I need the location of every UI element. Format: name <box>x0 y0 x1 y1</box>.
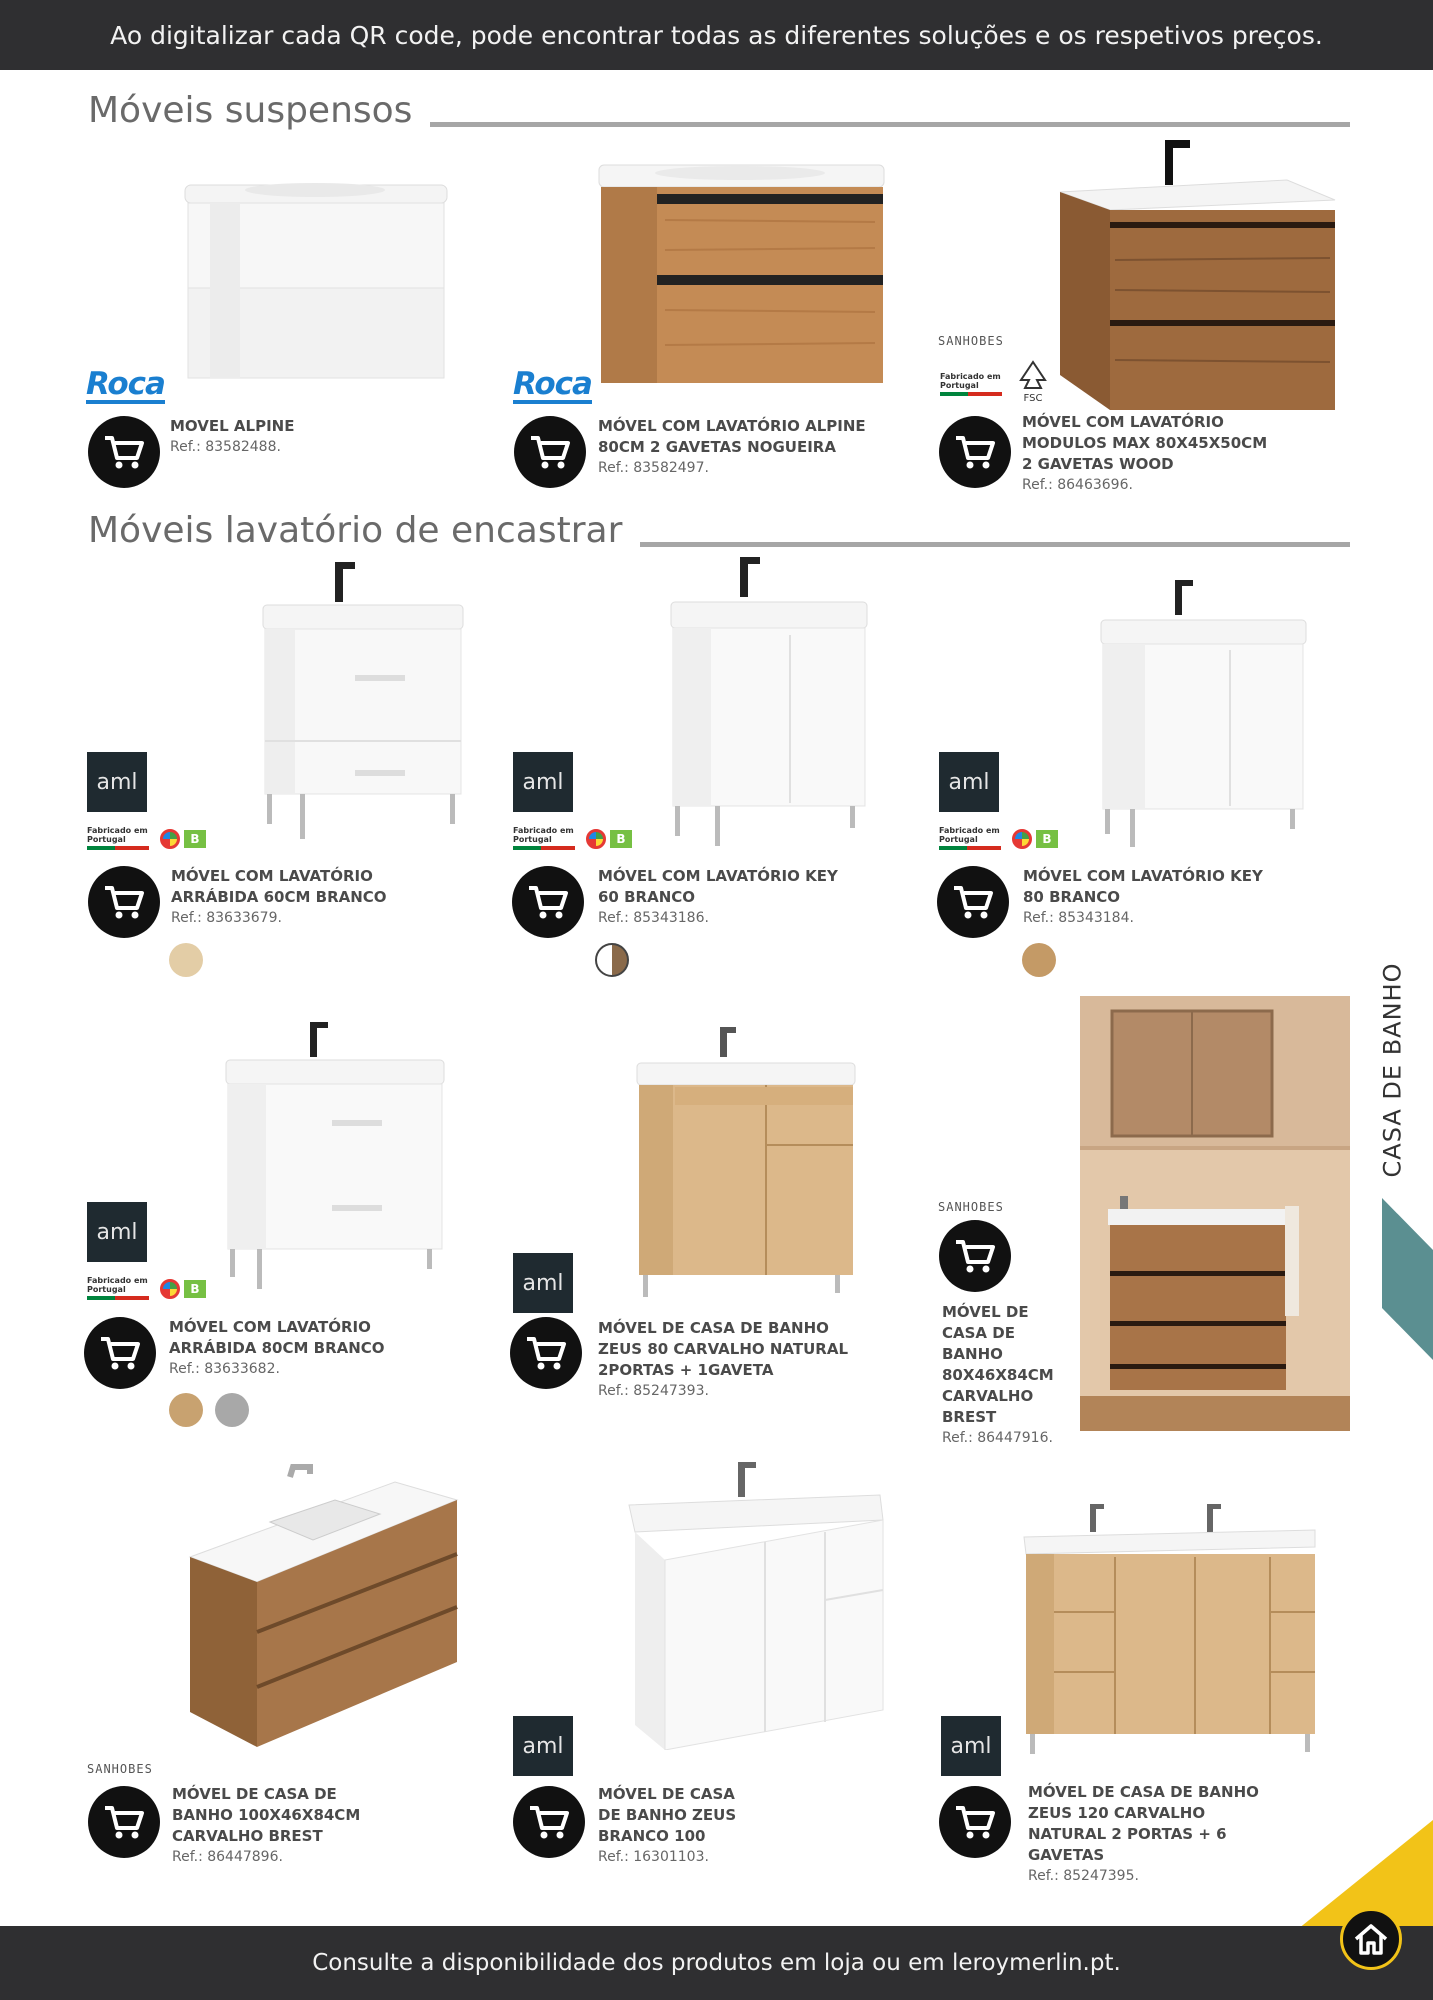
made-in-portugal-badge <box>87 826 155 850</box>
product-info <box>169 1317 459 1380</box>
cart-button[interactable] <box>939 1786 1011 1858</box>
section-title-encastrar: Móveis lavatório de encastrar <box>88 510 623 551</box>
aml-logo: aml <box>513 1253 573 1313</box>
header-bar <box>0 0 1433 70</box>
product-image-arrabida-80 <box>222 1020 447 1300</box>
sanh-logo: SANHOBES <box>938 334 1004 348</box>
cart-icon <box>103 1804 145 1840</box>
made-in-portugal-label: Fabricado em Portugal <box>87 1276 148 1294</box>
cart-icon <box>103 884 145 920</box>
made-in-portugal-label: Fabricado em Portugal <box>939 826 1000 844</box>
product-name: MÓVEL COM LAVATÓRIO KEY 80 BRANCO <box>1023 867 1263 906</box>
product-info <box>171 866 396 929</box>
product-image-zeus-120 <box>1020 1502 1320 1757</box>
roca-logo: Roca <box>513 366 592 402</box>
sanh-logo: SANHOBES <box>87 1762 153 1776</box>
product-image-brest-100 <box>185 1462 460 1747</box>
product-image-alpine-white <box>180 165 455 400</box>
cart-button[interactable] <box>88 1786 160 1858</box>
made-in-portugal-badge <box>87 1276 155 1300</box>
product-ref: Ref.: 16301103. <box>598 1849 709 1865</box>
header-text: Ao digitalizar cada QR code, pode encontrar todas as diferentes soluções e os respetivos preços. <box>110 20 1323 50</box>
product-ref: Ref.: 83633679. <box>171 910 282 926</box>
category-label: CASA DE BANHO <box>1378 962 1407 1178</box>
product-name: MÓVEL COM LAVATÓRIO MODULOS MAX 80X45X50CM 2 GAVETAS WOOD <box>1022 413 1268 473</box>
color-swatch-oak[interactable] <box>169 1393 203 1427</box>
product-name: MÓVEL DE CASA DE BANHO ZEUS BRANCO 100 <box>598 1785 737 1845</box>
product-name: MÓVEL COM LAVATÓRIO ALPINE 80CM 2 GAVETAS NOGUEIRA <box>598 417 866 456</box>
product-name: MÓVEL COM LAVATÓRIO ARRÁBIDA 60CM BRANCO <box>171 867 387 906</box>
product-info <box>598 1784 748 1868</box>
product-image-brest-80-photo <box>1080 996 1350 1431</box>
cart-icon <box>525 1335 567 1371</box>
energy-class-label: B <box>184 1280 206 1298</box>
made-in-portugal-badge <box>940 372 1010 396</box>
cart-icon <box>527 884 569 920</box>
cart-icon <box>954 1238 996 1274</box>
cart-button[interactable] <box>84 1317 156 1389</box>
product-name: MÓVEL COM LAVATÓRIO KEY 60 BRANCO <box>598 867 838 906</box>
energy-badge <box>160 828 214 850</box>
energy-badge <box>160 1278 214 1300</box>
energy-class-label: B <box>610 830 632 848</box>
aml-logo: aml <box>87 1202 147 1262</box>
product-info <box>170 416 410 458</box>
product-image-zeus-80 <box>635 1025 860 1305</box>
aml-logo: aml <box>513 1716 573 1776</box>
made-in-portugal-label: Fabricado em Portugal <box>513 826 574 844</box>
product-ref: Ref.: 85343186. <box>598 910 709 926</box>
product-image-key-60 <box>665 555 875 855</box>
product-ref: Ref.: 83582488. <box>170 439 281 455</box>
cart-button[interactable] <box>512 866 584 938</box>
product-name: MÓVEL DE CASA DE BANHO ZEUS 80 CARVALHO NATURAL 2PORTAS + 1GAVETA <box>598 1319 849 1379</box>
product-name: MÓVEL DE CASA DE BANHO 80X46X84CM CARVALHO BREST <box>942 1303 1054 1426</box>
fsc-tree-icon <box>1017 360 1049 390</box>
fsc-badge <box>1015 360 1051 404</box>
footer-text: Consulte a disponibilidade dos produtos em loja ou em leroymerlin.pt. <box>312 1950 1121 1976</box>
roca-logo: Roca <box>86 366 165 402</box>
product-info <box>598 416 868 479</box>
cart-button[interactable] <box>88 866 160 938</box>
cart-button[interactable] <box>513 1786 585 1858</box>
color-swatch-grey[interactable] <box>215 1393 249 1427</box>
made-in-portugal-label: Fabricado em Portugal <box>940 372 1001 390</box>
section-divider <box>640 542 1350 547</box>
home-icon <box>1353 1922 1389 1956</box>
product-info <box>598 1318 848 1402</box>
teal-side-tab <box>1382 1198 1433 1360</box>
cart-button[interactable] <box>510 1317 582 1389</box>
product-name: MÓVEL DE CASA DE BANHO ZEUS 120 CARVALHO NATURAL 2 PORTAS + 6 GAVETAS <box>1028 1783 1259 1864</box>
product-ref: Ref.: 85247393. <box>598 1383 709 1399</box>
product-ref: Ref.: 86463696. <box>1022 477 1133 493</box>
product-image-zeus-100 <box>625 1460 885 1750</box>
energy-class-label: B <box>184 830 206 848</box>
product-info <box>172 1784 372 1868</box>
product-info <box>942 1302 1077 1449</box>
cart-button[interactable] <box>937 866 1009 938</box>
category-side-label <box>1362 945 1422 1195</box>
cart-icon <box>954 1804 996 1840</box>
product-ref: Ref.: 85343184. <box>1023 910 1134 926</box>
energy-badge <box>1012 828 1066 850</box>
product-info <box>598 866 848 929</box>
energy-badge <box>586 828 640 850</box>
aml-logo: aml <box>87 752 147 812</box>
cart-icon <box>99 1335 141 1371</box>
product-image-modulos-max <box>1055 140 1340 410</box>
product-image-arrabida-60 <box>255 560 470 860</box>
made-in-portugal-badge <box>513 826 581 850</box>
energy-class-label: B <box>1036 830 1058 848</box>
home-button[interactable] <box>1340 1908 1402 1970</box>
cart-icon <box>528 1804 570 1840</box>
cart-icon <box>529 434 571 470</box>
cart-button[interactable] <box>88 416 160 488</box>
product-info <box>1023 866 1273 929</box>
product-ref: Ref.: 86447896. <box>172 1849 283 1865</box>
product-ref: Ref.: 86447916. <box>942 1430 1053 1446</box>
product-ref: Ref.: 83582497. <box>598 460 709 476</box>
section-title-suspensos: Móveis suspensos <box>88 90 413 131</box>
section-divider <box>430 122 1350 127</box>
product-ref: Ref.: 85247395. <box>1028 1868 1139 1884</box>
cart-button[interactable] <box>939 1220 1011 1292</box>
product-name: MOVEL ALPINE <box>170 417 295 435</box>
cart-icon <box>103 434 145 470</box>
footer-bar <box>0 1926 1433 2000</box>
made-in-portugal-badge <box>939 826 1007 850</box>
product-image-alpine-nogueira <box>595 160 890 390</box>
fsc-label: FSC <box>1023 393 1043 404</box>
aml-logo: aml <box>941 1716 1001 1776</box>
product-ref: Ref.: 83633682. <box>169 1361 280 1377</box>
aml-logo: aml <box>513 752 573 812</box>
color-swatch-oak[interactable] <box>1022 943 1056 977</box>
made-in-portugal-label: Fabricado em Portugal <box>87 826 148 844</box>
cart-icon <box>952 884 994 920</box>
cart-button[interactable] <box>939 416 1011 488</box>
sanh-logo: SANHOBES <box>938 1200 1004 1214</box>
cart-icon <box>954 434 996 470</box>
product-name: MÓVEL COM LAVATÓRIO ARRÁBIDA 80CM BRANCO <box>169 1318 385 1357</box>
product-image-key-80 <box>1095 578 1310 853</box>
color-swatch-oak[interactable] <box>169 943 203 977</box>
color-swatch-white[interactable] <box>595 943 629 977</box>
aml-logo: aml <box>939 752 999 812</box>
product-name: MÓVEL DE CASA DE BANHO 100X46X84CM CARVALHO BREST <box>172 1785 361 1845</box>
cart-button[interactable] <box>514 416 586 488</box>
product-info <box>1022 412 1282 496</box>
